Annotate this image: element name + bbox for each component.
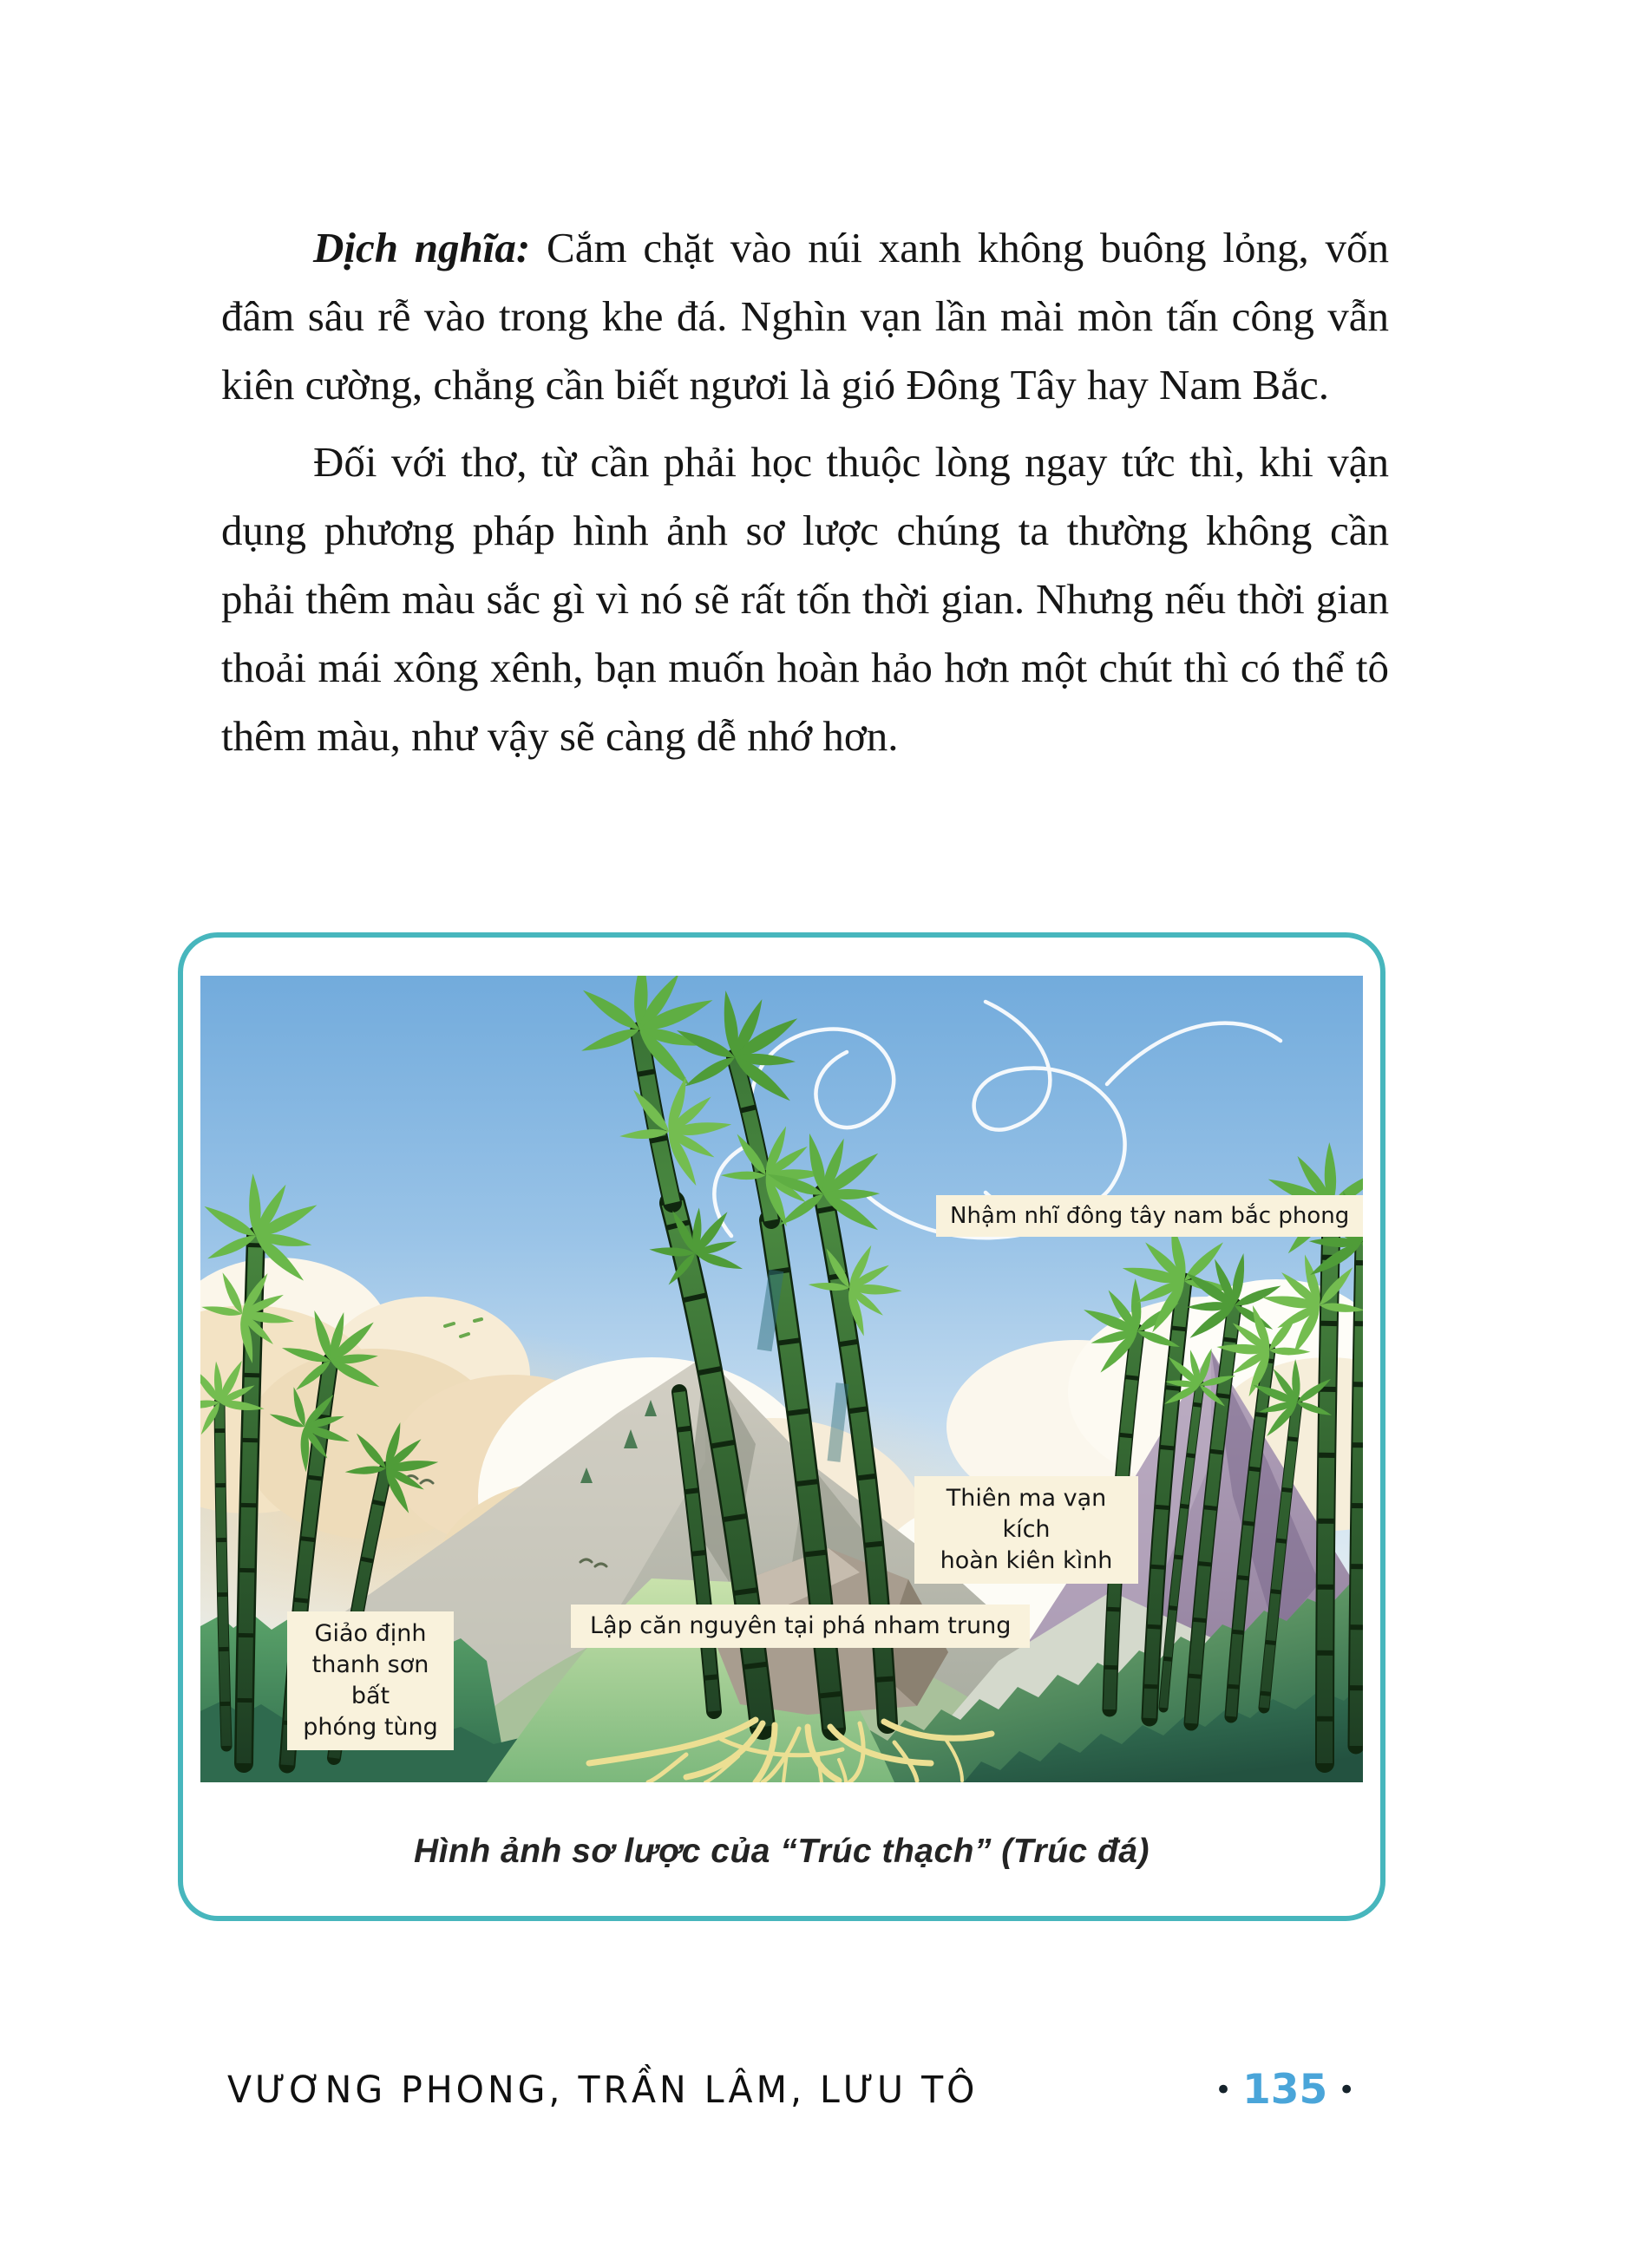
body-text	[221, 213, 1389, 779]
paragraph-doi-voi-tho	[221, 428, 1389, 770]
paragraph-lead: Dịch nghĩa:	[313, 224, 531, 271]
figure-caption: Hình ảnh sơ lược của “Trúc thạch” (Trúc đá)	[414, 1833, 1150, 1870]
footer-authors: VƯƠNG PHONG, TRẦN LÂM, LƯU TÔ	[227, 2068, 979, 2112]
label-root: Lập căn nguyên tại phá nham trung	[571, 1605, 1030, 1648]
label-strike	[914, 1476, 1138, 1584]
paragraph-dich-nghia	[221, 213, 1389, 419]
label-mountain-line2: thanh sơn bất	[311, 1651, 429, 1709]
page-number: 135	[1242, 2066, 1328, 2114]
page-number-right-dot: •	[1338, 2073, 1356, 2108]
label-strike-line2: hoàn kiên kình	[940, 1547, 1113, 1574]
label-mountain-line1: Giảo định	[314, 1620, 427, 1647]
label-strike-line1: Thiên ma vạn kích	[946, 1485, 1107, 1543]
page-number-left-dot: •	[1215, 2073, 1233, 2108]
paragraph-text: Cắm chặt vào núi xanh không buông lỏng, vốn đâm sâu rễ vào trong khe đá. Nghìn vạn lần mài mòn tấn công vẫn kiên cường, chẳng cần biết ngươi là gió Đông Tây hay Nam Bắc.	[221, 224, 1389, 409]
footer-page-number	[1215, 2068, 1355, 2113]
label-wind: Nhậm nhĩ đông tây nam bắc phong	[936, 1195, 1363, 1237]
label-mountain	[287, 1611, 454, 1750]
paragraph-text: Đối với thơ, từ cần phải học thuộc lòng ngay tức thì, khi vận dụng phương pháp hình ảnh sơ lược chúng ta thường không cần phải thêm màu sắc gì vì nó sẽ rất tốn thời gian. Nhưng nếu thời gian thoải mái xông xênh, bạn muốn hoàn hảo hơn một chút thì có thể tô thêm màu, như vậy sẽ càng dễ nhớ hơn.	[221, 438, 1389, 760]
bamboo-illustration	[200, 976, 1363, 1782]
label-mountain-line3: phóng tùng	[303, 1714, 438, 1741]
figure-card	[178, 932, 1385, 1921]
